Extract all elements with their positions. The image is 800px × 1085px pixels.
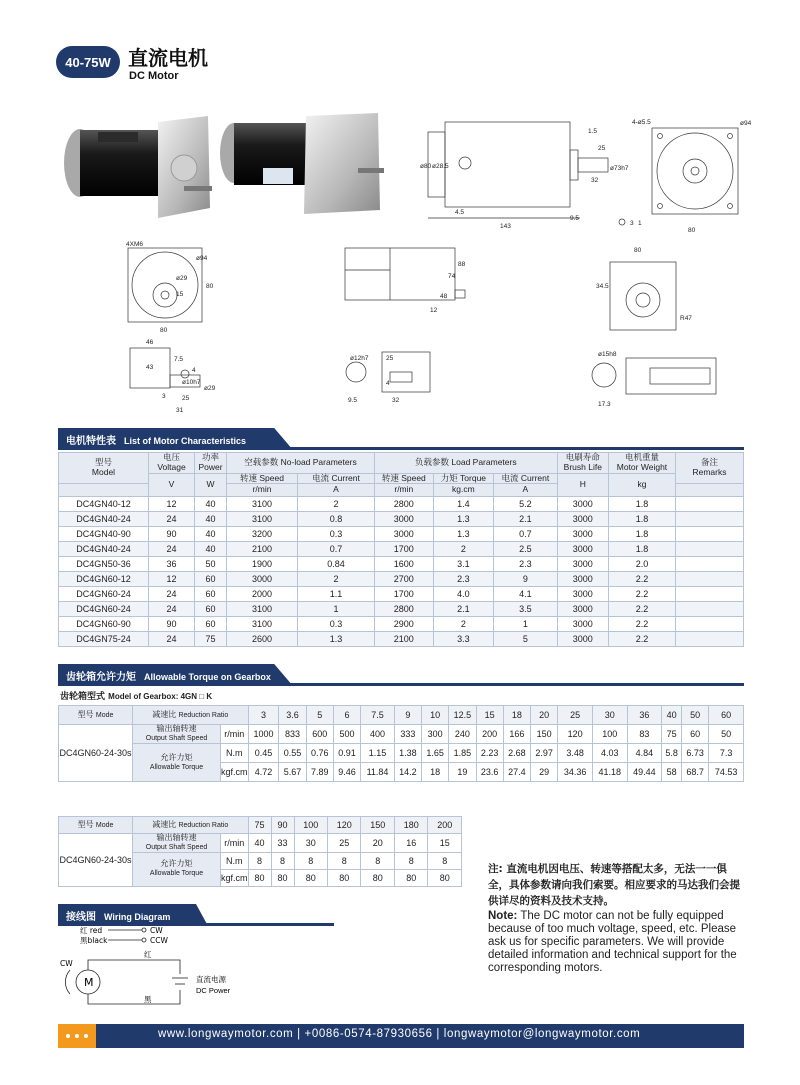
dim-side-6: 9.5 xyxy=(570,215,580,222)
gear-cell-ratio: 180 xyxy=(394,817,427,834)
wire-black-label: 黑black xyxy=(80,936,108,945)
gear-cell-nm: 0.55 xyxy=(279,744,306,763)
gear-cell-speed: 50 xyxy=(709,725,744,744)
table-row: DC4GN75-24 24 75 2600 1.3 2100 3.3 5 3000 2.2 xyxy=(59,632,744,647)
dc-motor-photo xyxy=(64,116,212,218)
gear-cell-speed: 833 xyxy=(279,725,306,744)
gear-cell-kgf: 80 xyxy=(328,869,361,886)
motor-characteristics-header xyxy=(58,428,744,450)
note-english: Note: The DC motor can not be fully equipped because of too much voltage, speed, etc. Please ask us for specific parameters. We will provide detailed information and technical support for the corresponding motors. xyxy=(488,910,737,974)
gear-cell-kgf: 80 xyxy=(248,869,271,886)
footer-bar xyxy=(58,1024,744,1048)
gear-cell-kgf: 58 xyxy=(662,763,682,782)
dim-front-2: ø94 xyxy=(740,120,752,127)
gear-cell-ratio: 200 xyxy=(428,817,462,834)
gear-cell-speed: 60 xyxy=(682,725,709,744)
dim-shaft-right-2: 17.3 xyxy=(598,401,611,408)
dim-side-2: 25 xyxy=(598,145,606,152)
dim-shaft-small-1: 46 xyxy=(146,339,154,346)
gear-cell-ratio: 10 xyxy=(422,706,449,725)
gear-cell-kgf: 7.89 xyxy=(306,763,333,782)
gear-cell-nm: 2.97 xyxy=(531,744,558,763)
dim-shaft-mid-1: ø12h7 xyxy=(350,355,369,362)
dim-side-8: ø28.5 xyxy=(432,163,449,170)
gear-cell-nm: 8 xyxy=(271,852,294,869)
note-chinese: 注: 直流电机因电压、转速等搭配太多，无法一一俱全，具体参数请向我们索要。相应要求的马达我们会提供详尽的资料及技术支持。 xyxy=(488,863,740,907)
gear-cell-speed: 30 xyxy=(294,834,327,853)
allowable-torque-header xyxy=(58,664,744,686)
cw-arrow-label: CW xyxy=(60,959,73,968)
dim-flange-4: 15 xyxy=(176,291,184,298)
dim-shaft-small-8: 31 xyxy=(176,407,184,414)
gear-cell-ratio: 40 xyxy=(662,706,682,725)
gear-cell-kgf: 74.53 xyxy=(709,763,744,782)
gear-cell-kgf: 19 xyxy=(449,763,476,782)
motor-symbol: M xyxy=(84,976,94,989)
gear-cell-kgf: 80 xyxy=(361,869,394,886)
dim-shaft-small-5: ø10h7 xyxy=(182,379,201,386)
footer-contact: www.longwaymotor.com | +0086-0574-87930656 | longwaymotor@longwaymotor.com xyxy=(158,1028,641,1040)
page-title: 直流电机 xyxy=(128,46,208,70)
dim-side-4: 4.5 xyxy=(455,209,465,216)
dim-gear-front-2: 34.5 xyxy=(596,283,609,290)
dim-gear-side-3: 48 xyxy=(440,293,448,300)
section-title-en: Allowable Torque on Gearbox xyxy=(144,672,271,682)
gear-cell-ratio: 60 xyxy=(709,706,744,725)
gear-cell-ratio: 3 xyxy=(248,706,279,725)
ccw-label: CCW xyxy=(150,936,168,945)
dim-shaft-mid-5: 32 xyxy=(392,397,400,404)
gear-cell-kgf: 27.4 xyxy=(503,763,530,782)
gear-cell-nm: 4.84 xyxy=(627,744,662,763)
gear-cell-speed: 83 xyxy=(627,725,662,744)
gear-cell-nm: 2.23 xyxy=(476,744,503,763)
dim-shaft-small-3: 7.5 xyxy=(174,356,184,363)
gear-cell-speed: 600 xyxy=(306,725,333,744)
section-title-cn: 齿轮箱允许力矩 xyxy=(66,672,136,683)
gear-cell-nm: 5.8 xyxy=(662,744,682,763)
table-row: DC4GN60-24 24 60 3100 1 2800 2.1 3.5 3000 2.2 xyxy=(59,602,744,617)
gear-motor-photo xyxy=(220,113,384,214)
gear-cell-kgf: 68.7 xyxy=(682,763,709,782)
cw-label: CW xyxy=(150,926,163,935)
gear-cell-ratio: 20 xyxy=(531,706,558,725)
gear-cell-nm: 8 xyxy=(428,852,462,869)
dim-front-3: 80 xyxy=(688,227,696,234)
gear-cell-nm: 8 xyxy=(394,852,427,869)
power-label-en: DC Power xyxy=(196,986,231,995)
dim-flange-2: ø94 xyxy=(196,255,208,262)
dim-shaft-mid-4: 9.5 xyxy=(348,397,358,404)
gearbox-model-label: 齿轮箱型式 Model of Gearbox: 4GN □ K xyxy=(60,692,213,702)
gear-cell-speed: 33 xyxy=(271,834,294,853)
gear-cell-speed: 1000 xyxy=(248,725,279,744)
table-row: DC4GN60-24 24 60 2000 1.1 1700 4.0 4.1 3000 2.2 xyxy=(59,587,744,602)
gear-cell-speed: 40 xyxy=(248,834,271,853)
table-row: DC4GN40-24 24 40 2100 0.7 1700 2 2.5 3000 1.8 xyxy=(59,542,744,557)
gear-cell-ratio: 150 xyxy=(361,817,394,834)
gear-cell-nm: 6.73 xyxy=(682,744,709,763)
gear-cell-speed: 15 xyxy=(428,834,462,853)
gear-cell-speed: 100 xyxy=(592,725,627,744)
gear-cell-nm: 1.15 xyxy=(361,744,395,763)
gear-torque-table-1: 型号 Mode 减速比 Reduction Ratio 3 3.6 5 6 7.5 9 10 12.5 15 18 20 25 30 36 40 50 60 DC4GN60-24-30s 输出轴转速 Output Shaft Speed r/min 1000 833 600 500 400 333 300 240 200 166 150 120 100 83 75 60 50 允许力矩 Allowable Torque N.m 0.45 0.55 0.76 0.91 1.15 1.38 1.65 1.85 2.23 2.68 2.97 3.48 4.03 4.84 5.8 6.73 7.3 kgf.cm 4.72 5.67 7.89 9.46 11.84 14.2 18 19 23.6 27.4 29 34.36 41.18 49.44 58 68.7 74.53 xyxy=(58,705,744,782)
gear-cell-nm: 3.48 xyxy=(558,744,593,763)
dim-flange-3: ø29 xyxy=(176,275,188,282)
gear-cell-ratio: 120 xyxy=(328,817,361,834)
page-subtitle: DC Motor xyxy=(129,70,179,82)
gear-cell-speed: 300 xyxy=(422,725,449,744)
dim-flange-1: 4XM6 xyxy=(126,241,143,248)
table-row: DC4GN60-90 90 60 3100 0.3 2900 2 1 3000 2.2 xyxy=(59,617,744,632)
gear-cell-ratio: 7.5 xyxy=(361,706,395,725)
gear-cell-kgf: 80 xyxy=(294,869,327,886)
gear-cell-ratio: 18 xyxy=(503,706,530,725)
gear-cell-speed: 150 xyxy=(531,725,558,744)
dim-key-1: 3 xyxy=(630,220,634,227)
gear-cell-ratio: 25 xyxy=(558,706,593,725)
motor-photos xyxy=(58,108,388,233)
gear-cell-kgf: 5.67 xyxy=(279,763,306,782)
dim-shaft-mid-3: 4 xyxy=(386,380,390,387)
gear-cell-ratio: 100 xyxy=(294,817,327,834)
gear-cell-speed: 240 xyxy=(449,725,476,744)
table-row: DC4GN40-12 12 40 3100 2 2800 1.4 5.2 3000 1.8 xyxy=(59,497,744,512)
gear-cell-nm: 8 xyxy=(248,852,271,869)
section-title-cn: 电机特性表 xyxy=(66,436,116,447)
dim-shaft-small-4: 4 xyxy=(192,367,196,374)
gear-cell-ratio: 36 xyxy=(627,706,662,725)
gear-cell-speed: 166 xyxy=(503,725,530,744)
gear-cell-kgf: 9.46 xyxy=(333,763,360,782)
gear-cell-nm: 4.03 xyxy=(592,744,627,763)
gear-cell-kgf: 80 xyxy=(271,869,294,886)
dim-gear-front-3: R47 xyxy=(680,315,692,322)
gear-cell-kgf: 23.6 xyxy=(476,763,503,782)
motor-characteristics-table: 型号 Model 电压 Voltage 功率 Power 空载参数 No-load Parameters 负载参数 Load Parameters 电刷寿命 Brush Life 电机重量 Motor Weight 备注 Remarks V W 转速 Speed 电流 Current 转速 Speed 力矩 Torque 电流 Current H kg r/min A r/min kg.cm A DC4GN40-12 12 40 3100 2 2800 1.4 5.2 3000 1.8 DC4GN40-24 24 40 3100 0.8 3000 1.3 2.1 3000 1.8 DC4GN40-90 90 40 3200 0.3 3000 1.3 0.7 3000 1.8 DC4GN40-24 24 40 2100 0.7 1700 2 2.5 3000 1.8 DC4GN50-36 36 50 1900 0.84 1600 3.1 2.3 3000 2.0 DC4GN60-12 12 60 3000 2 2700 2.3 9 3000 2.2 DC4GN60-24 24 60 2000 1.1 1700 4.0 4.1 3000 2.2 DC4GN60-24 24 60 3100 1 2800 2.1 3.5 3000 2.2 DC4GN60-90 90 60 3100 0.3 2900 2 1 3000 2.2 DC4GN75-24 24 75 2600 1.3 2100 3.3 5 3000 2.2 xyxy=(58,452,744,647)
gear-cell-ratio: 9 xyxy=(394,706,421,725)
gear-cell-kgf: 4.72 xyxy=(248,763,279,782)
gear-cell-speed: 120 xyxy=(558,725,593,744)
dim-gear-side-2: 74 xyxy=(448,273,456,280)
gear-cell-kgf: 80 xyxy=(428,869,462,886)
dim-flange-6: 80 xyxy=(160,327,168,334)
gear-cell-nm: 1.85 xyxy=(449,744,476,763)
section-title-cn: 接线图 xyxy=(66,912,96,923)
gear-cell-nm: 0.76 xyxy=(306,744,333,763)
gear-cell-nm: 7.3 xyxy=(709,744,744,763)
gear-cell-nm: 2.68 xyxy=(503,744,530,763)
section-title-en: Wiring Diagram xyxy=(104,912,171,922)
gear-cell-ratio: 12.5 xyxy=(449,706,476,725)
table-row: DC4GN40-24 24 40 3100 0.8 3000 1.3 2.1 3000 1.8 xyxy=(59,512,744,527)
dim-key-2: 1 xyxy=(638,220,642,227)
table-row: DC4GN60-12 12 60 3000 2 2700 2.3 9 3000 2.2 xyxy=(59,572,744,587)
dim-shaft-mid-2: 25 xyxy=(386,355,394,362)
dim-side-9: ø73h7 xyxy=(610,165,629,172)
gear-cell-speed: 75 xyxy=(662,725,682,744)
gear-cell-kgf: 18 xyxy=(422,763,449,782)
dim-side-7: ø80 xyxy=(420,163,432,170)
wire-red-mark: 红 xyxy=(144,950,152,959)
gear-cell-ratio: 3.6 xyxy=(279,706,306,725)
power-label-cn: 直流电源 xyxy=(196,975,226,984)
gear-cell-speed: 16 xyxy=(394,834,427,853)
gear-cell-speed: 333 xyxy=(394,725,421,744)
wiring-diagram xyxy=(58,922,378,1022)
dim-gear-side-1: 88 xyxy=(458,261,466,268)
table-row: DC4GN50-36 36 50 1900 0.84 1600 3.1 2.3 3000 2.0 xyxy=(59,557,744,572)
dim-shaft-small-2: 43 xyxy=(146,364,154,371)
dim-gear-side-4: 12 xyxy=(430,307,438,314)
wire-red-label: 红 red xyxy=(80,926,103,935)
section-title-en: List of Motor Characteristics xyxy=(124,436,247,446)
dim-side-3: 32 xyxy=(591,177,599,184)
gear-cell-speed: 20 xyxy=(361,834,394,853)
gear-cell-kgf: 80 xyxy=(394,869,427,886)
gear-cell-nm: 8 xyxy=(294,852,327,869)
gear-cell-nm: 0.45 xyxy=(248,744,279,763)
dim-flange-5: 80 xyxy=(206,283,214,290)
footer-dots xyxy=(58,1024,96,1048)
gear-cell-kgf: 11.84 xyxy=(361,763,395,782)
gear-cell-kgf: 14.2 xyxy=(394,763,421,782)
gear-cell-speed: 500 xyxy=(333,725,360,744)
dim-shaft-right-1: ø15h8 xyxy=(598,351,617,358)
gear-cell-kgf: 41.18 xyxy=(592,763,627,782)
dim-shaft-small-7: 25 xyxy=(182,395,190,402)
gear-cell-kgf: 29 xyxy=(531,763,558,782)
dim-shaft-small-6: 3 xyxy=(162,393,166,400)
dim-side-5: 143 xyxy=(500,223,511,230)
gear-cell-nm: 0.91 xyxy=(333,744,360,763)
gear-cell-ratio: 50 xyxy=(682,706,709,725)
gear-cell-ratio: 15 xyxy=(476,706,503,725)
gear-cell-ratio: 6 xyxy=(333,706,360,725)
gear-cell-speed: 400 xyxy=(361,725,395,744)
gear-cell-ratio: 75 xyxy=(248,817,271,834)
gear-cell-kgf: 49.44 xyxy=(627,763,662,782)
wire-black-mark: 黑 xyxy=(144,995,152,1004)
gear-cell-kgf: 34.36 xyxy=(558,763,593,782)
dim-gear-front-1: 80 xyxy=(634,247,642,254)
gear-torque-table-2: 型号 Mode 减速比 Reduction Ratio 75 90 100 120 150 180 200 DC4GN60-24-30s 输出轴转速 Output Shaft Speed r/min 40 33 30 25 20 16 15 允许力矩 Allowable Torque N.m 8 8 8 8 8 8 8 kgf.cm 80 80 80 80 80 80 80 xyxy=(58,816,462,887)
note-label: Note: xyxy=(488,910,518,922)
gear-cell-speed: 200 xyxy=(476,725,503,744)
dim-front-1: 4-ø5.5 xyxy=(632,119,651,126)
gear-cell-ratio: 30 xyxy=(592,706,627,725)
gear-cell-nm: 1.38 xyxy=(394,744,421,763)
gear-cell-nm: 1.65 xyxy=(422,744,449,763)
size-badge: 40-75W xyxy=(56,46,120,78)
gear-cell-nm: 8 xyxy=(361,852,394,869)
gear-cell-speed: 25 xyxy=(328,834,361,853)
dim-shaft-small-9: ø29 xyxy=(204,385,216,392)
gear-cell-ratio: 90 xyxy=(271,817,294,834)
dim-side-1: 1.5 xyxy=(588,128,598,135)
table-row: DC4GN40-90 90 40 3200 0.3 3000 1.3 0.7 3000 1.8 xyxy=(59,527,744,542)
gear-cell-ratio: 5 xyxy=(306,706,333,725)
gear-cell-nm: 8 xyxy=(328,852,361,869)
